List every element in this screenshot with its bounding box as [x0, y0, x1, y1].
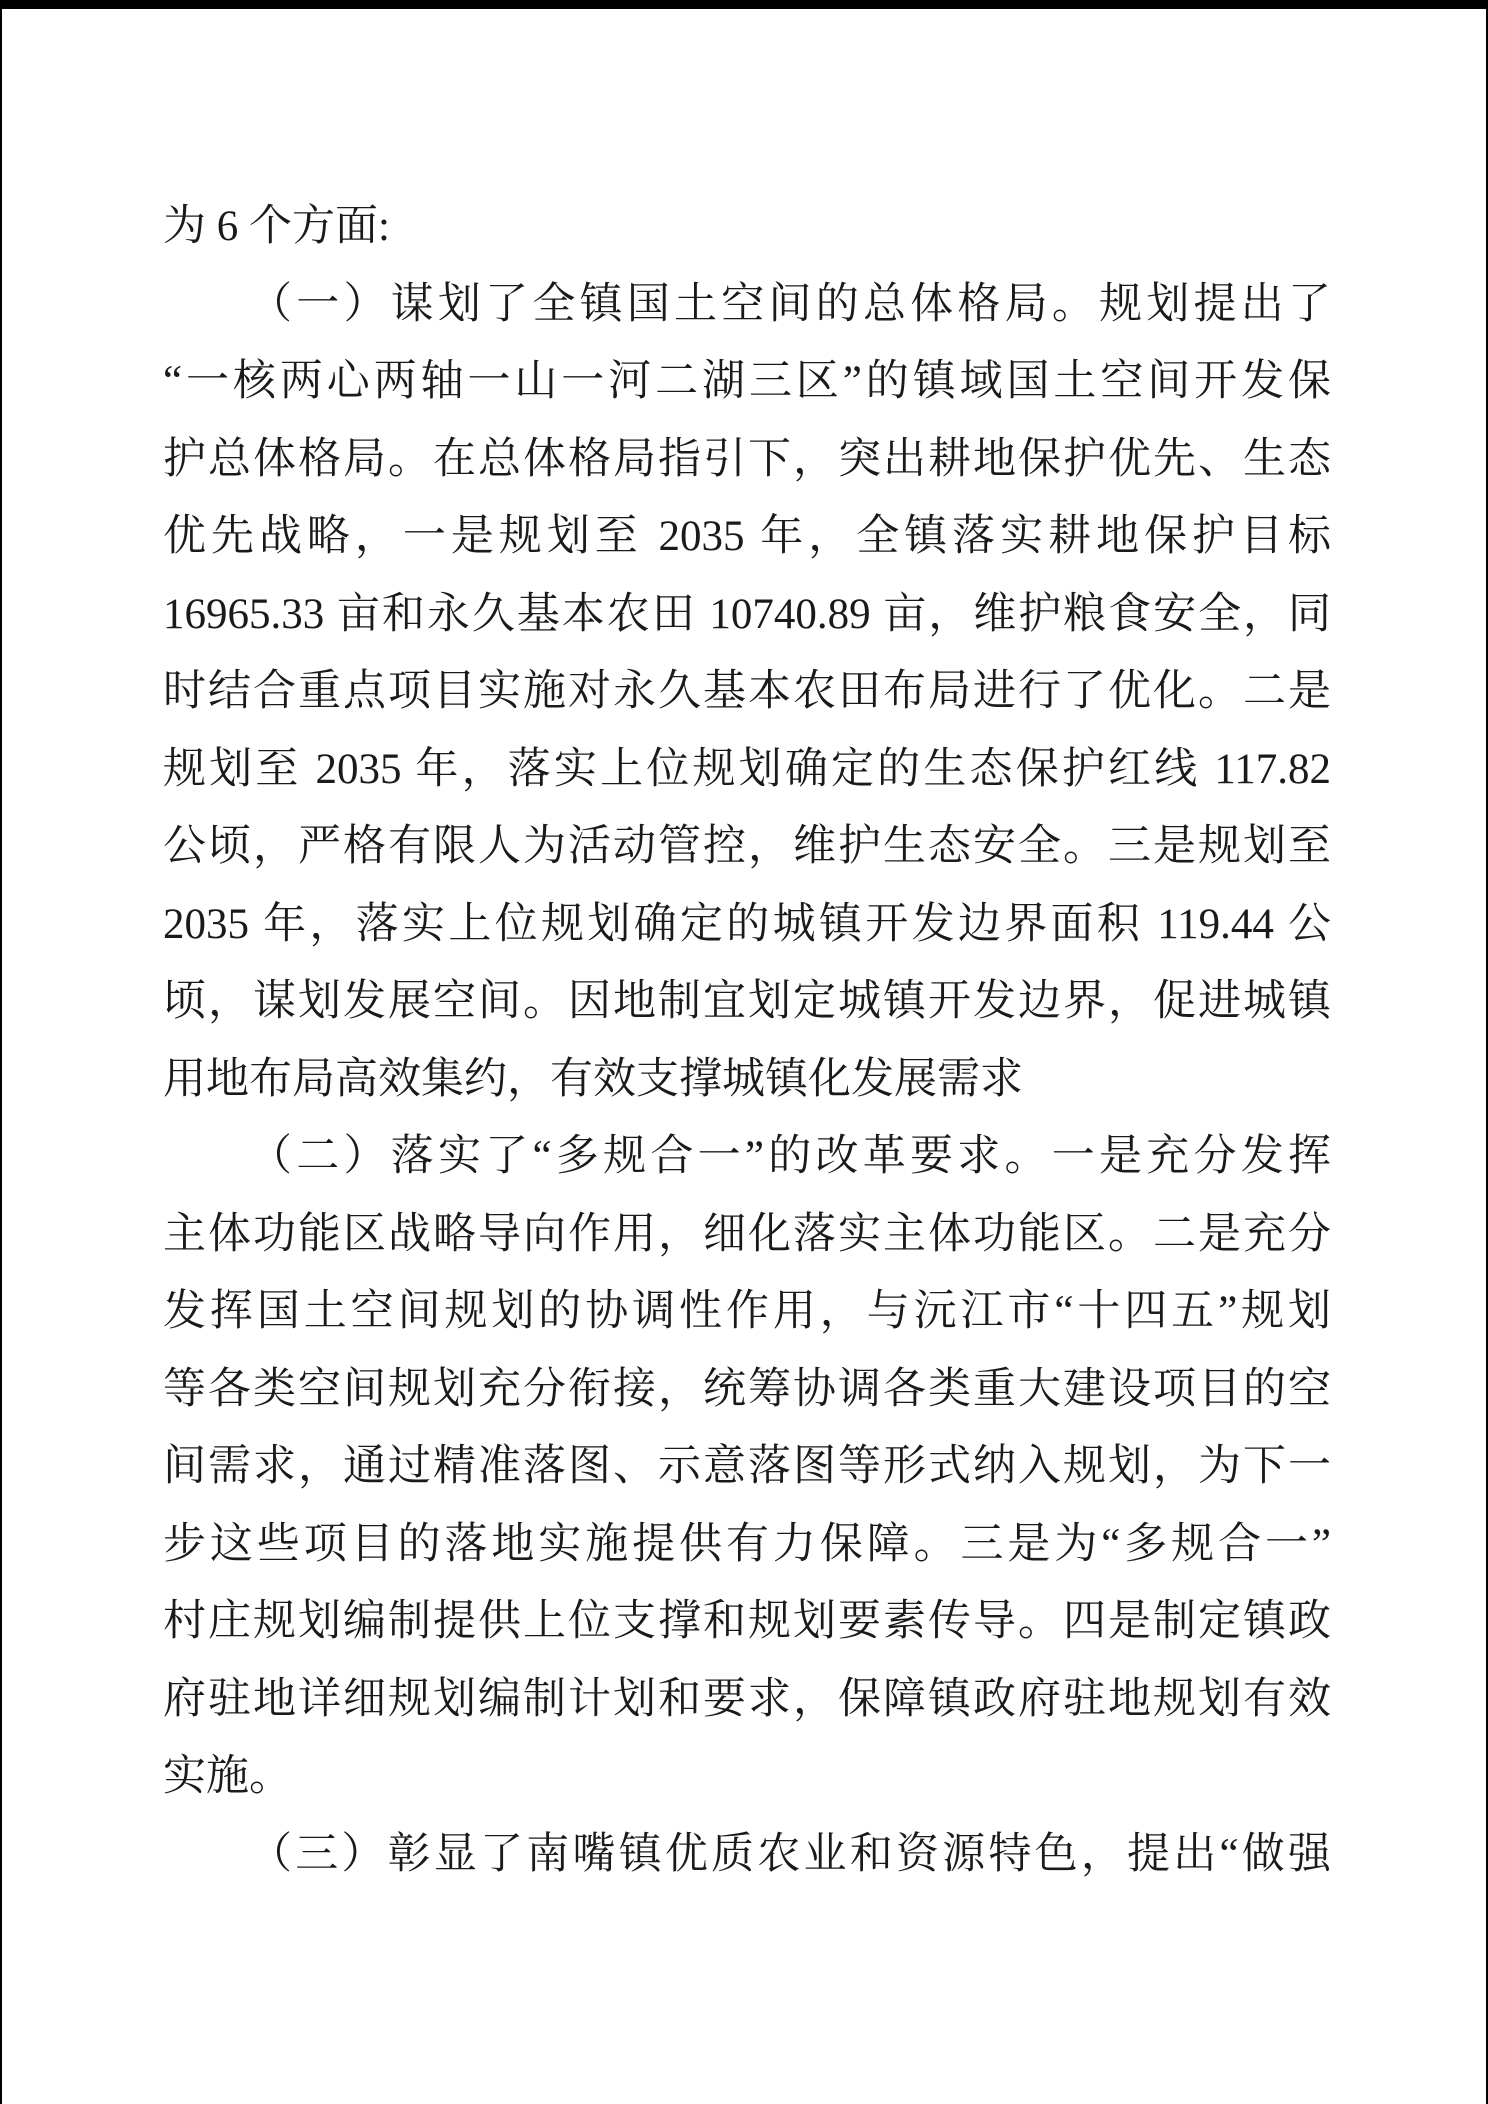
text-line: （二）落实了“多规合一”的改革要求。一是充分发挥: [249, 1133, 1331, 1180]
text-line: 为 6 个方面:: [163, 203, 390, 250]
text-line: 优先战略，一是规划至 2035 年，全镇落实耕地保护目标: [163, 513, 1331, 560]
text-line: （三）彰显了南嘴镇优质农业和资源特色，提出“做强: [249, 1830, 1331, 1878]
text-line: 府驻地详细规划编制计划和要求，保障镇政府驻地规划有效: [163, 1675, 1331, 1723]
page-border-left: [0, 0, 2, 2104]
page-border-top: [0, 0, 1488, 9]
text-line: 顷，谋划发展空间。因地制宜划定城镇开发边界，促进城镇: [163, 978, 1331, 1025]
text-line: 村庄规划编制提供上位支撑和规划要素传导。四是制定镇政: [163, 1598, 1331, 1645]
text-line: （一）谋划了全镇国土空间的总体格局。规划提出了: [249, 280, 1331, 328]
text-line: 时结合重点项目实施对永久基本农田布局进行了优化。二是: [163, 668, 1331, 715]
text-line: 实施。: [163, 1753, 292, 1800]
text-line: 规划至 2035 年，落实上位规划确定的生态保护红线 117.82: [163, 745, 1331, 793]
text-line: 2035 年，落实上位规划确定的城镇开发边界面积 119.44 公: [163, 900, 1331, 948]
document-body-text: [163, 188, 1331, 1893]
text-line: “一核两心两轴一山一河二湖三区”的镇域国土空间开发保: [163, 358, 1331, 405]
text-line: 16965.33 亩和永久基本农田 10740.89 亩，维护粮食安全，同: [163, 590, 1331, 638]
text-line: 公顷，严格有限人为活动管控，维护生态安全。三是规划至: [163, 823, 1331, 870]
text-line: 等各类空间规划充分衔接，统筹协调各类重大建设项目的空: [163, 1365, 1331, 1413]
text-line: 护总体格局。在总体格局指引下，突出耕地保护优先、生态: [163, 435, 1331, 483]
text-line: 主体功能区战略导向作用，细化落实主体功能区。二是充分: [163, 1210, 1331, 1258]
text-line: 步这些项目的落地实施提供有力保障。三是为“多规合一”: [163, 1520, 1331, 1568]
text-line: 间需求，通过精准落图、示意落图等形式纳入规划，为下一: [163, 1443, 1331, 1490]
text-line: 发挥国土空间规划的协调性作用，与沅江市“十四五”规划: [163, 1288, 1331, 1335]
text-line: 用地布局高效集约，有效支撑城镇化发展需求: [163, 1055, 1023, 1103]
